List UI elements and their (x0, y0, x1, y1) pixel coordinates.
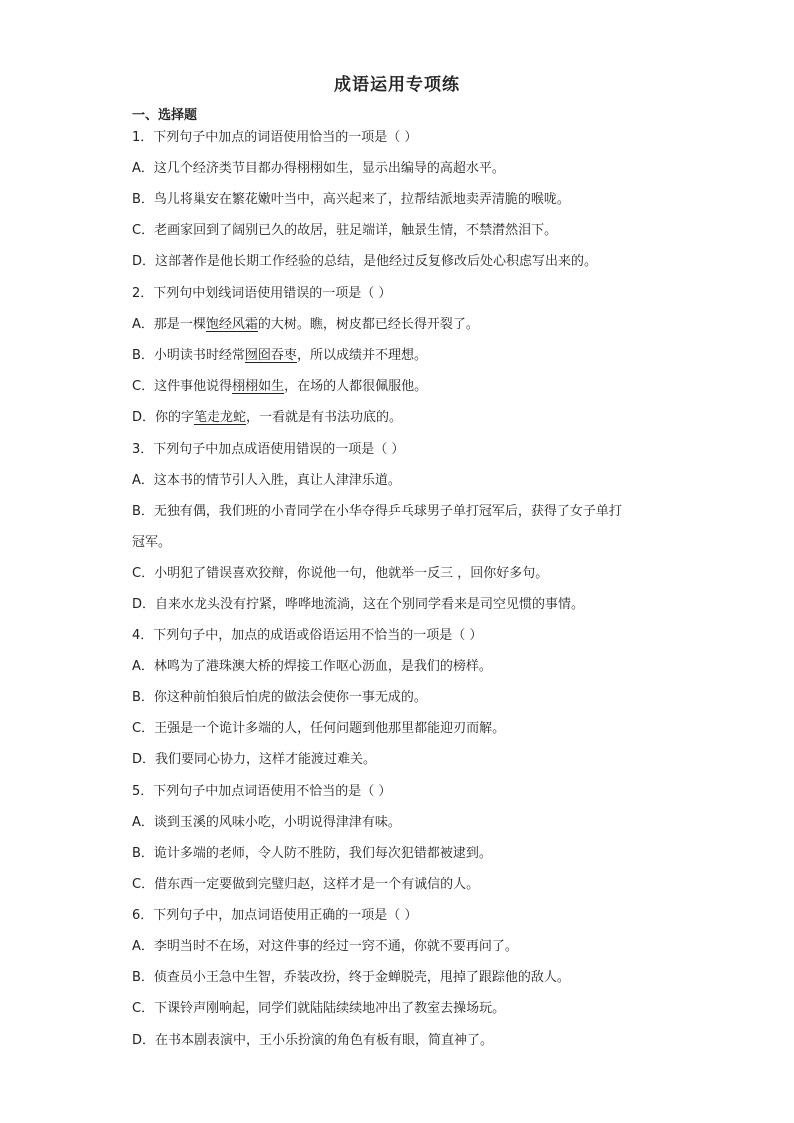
option-line: A．林鸣为了港珠澳大桥的焊接工作呕心沥血，是我们的榜样。 (132, 659, 492, 674)
option-line (132, 408, 402, 428)
underlined-idiom: 笔走龙蛇 (194, 410, 247, 425)
option-line: A．这几个经济类节目都办得栩栩如生，显示出编导的高超水平。 (132, 161, 505, 176)
option-line (132, 315, 479, 335)
option-line (132, 377, 427, 397)
underlined-idiom: 囫囵吞枣 (244, 348, 297, 363)
option-line: C．借东西一定要做到完璧归赵，这样才是一个有诚信的人。 (132, 877, 480, 892)
option-text: C．这件事他说得 (132, 379, 233, 394)
page-title: 成语运用专项练 (334, 75, 460, 95)
option-line: D．我们要同心协力，这样才能渡过难关。 (132, 752, 377, 767)
section-heading: 一、选择题 (132, 108, 198, 123)
option-line: B．无独有偶，我们班的小青同学在小华夺得乒乓球男子单打冠军后，获得了女子单打 (132, 504, 622, 519)
option-line: A．这本书的情节引人入胜，真让人津津乐道。 (132, 473, 401, 488)
question-stem: 3．下列句子中加点成语使用错误的一项是（ ） (132, 442, 405, 457)
option-text: B．小明读书时经常 (132, 348, 245, 363)
underlined-idiom: 饱经风霜 (205, 317, 258, 332)
option-line: D．在书本剧表演中，王小乐扮演的角色有板有眼，简直神了。 (132, 1033, 494, 1048)
question-stem: 5．下列句子中加点词语使用不恰当的是（ ） (132, 784, 392, 799)
option-line: 冠军。 (132, 535, 172, 550)
option-text: 的大树。瞧，树皮都已经长得开裂了。 (257, 317, 479, 332)
option-line: A．谈到玉溪的风味小吃，小明说得津津有味。 (132, 815, 401, 830)
option-line: B．鸟儿将巢安在繁花嫩叶当中，高兴起来了，拉帮结派地卖弄清脆的喉咙。 (132, 192, 570, 207)
option-line: C．老画家回到了阔别已久的故居，驻足端详，触景生情，不禁潸然泪下。 (132, 223, 558, 238)
option-text: ，一看就是有书法功底的。 (246, 410, 403, 425)
option-line: B．你这种前怕狼后怕虎的做法会使你一事无成的。 (132, 690, 427, 705)
option-line: B．诡计多端的老师，令人防不胜防，我们每次犯错都被逮到。 (132, 846, 492, 861)
question-stem: 2．下列句中划线词语使用错误的一项是（ ） (132, 286, 392, 301)
question-stem: 1．下列句子中加点的词语使用恰当的一项是（ ） (132, 130, 418, 145)
option-line: C．王强是一个诡计多端的人，任何问题到他那里都能迎刃而解。 (132, 721, 506, 736)
option-line (132, 346, 427, 366)
option-line: D．这部著作是他长期工作经验的总结，是他经过反复修改后处心积虑写出来的。 (132, 254, 598, 269)
underlined-idiom: 栩栩如生 (232, 379, 285, 394)
option-line: A．李明当时不在场，对这件事的经过一窍不通，你就不要再问了。 (132, 939, 518, 954)
option-line: D．自来水龙头没有拧紧，哗哗地流淌，这在个别同学看来是司空见惯的事情。 (132, 597, 585, 612)
question-stem: 4．下列句子中，加点的成语或俗语运用不恰当的一项是（ ） (132, 628, 483, 643)
option-line: B．侦查员小王急中生智，乔装改扮，终于金蝉脱壳，甩掉了跟踪他的敌人。 (132, 970, 570, 985)
option-line: C．小明犯了错误喜欢狡辩，你说他一句，他就举一反三 ，回你好多句。 (132, 566, 549, 581)
option-text: ，所以成绩并不理想。 (296, 348, 427, 363)
option-text: ，在场的人都很佩服他。 (284, 379, 428, 394)
question-stem: 6．下列句子中，加点词语使用正确的一项是（ ） (132, 908, 418, 923)
option-text: D．你的字 (132, 410, 195, 425)
option-text: A．那是一棵 (132, 317, 206, 332)
option-line: C．下课铃声刚响起，同学们就陆陆续续地冲出了教室去操场玩。 (132, 1001, 506, 1016)
